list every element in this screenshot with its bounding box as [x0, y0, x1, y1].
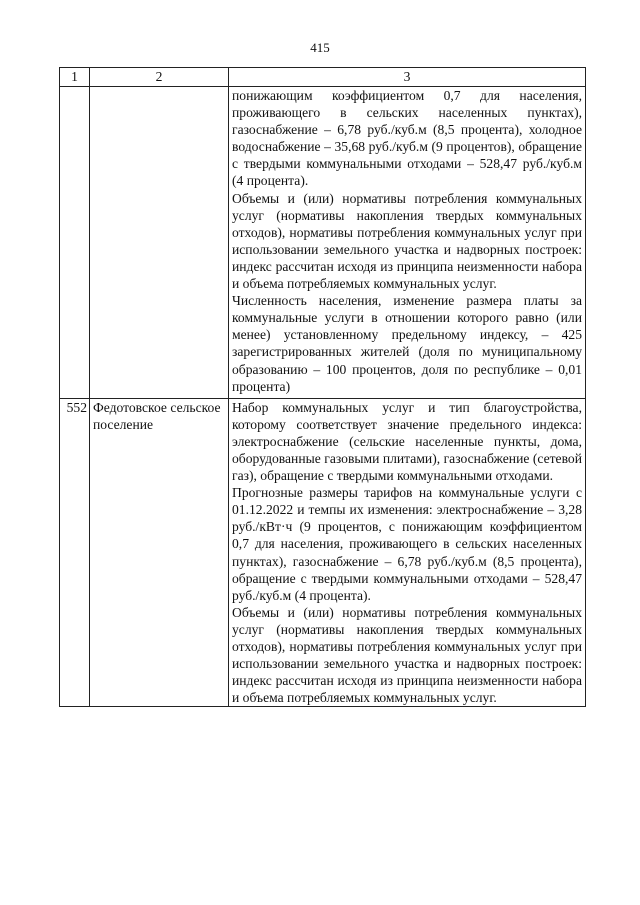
row-number: 552 [60, 398, 90, 707]
header-col-3: 3 [229, 68, 586, 87]
paragraph: понижающим коэффициентом 0,7 для населения, проживающего в сельских населенных пунктах), газоснабжение – 6,78 руб./куб.м (8,5 процента), холодное водоснабжение – 35,68 руб./куб.м (9 процентов), обращение с твердыми коммунальными отходами – 528,47 руб./куб.м (4 процента). [232, 88, 582, 189]
header-col-2: 2 [90, 68, 229, 87]
paragraph: Прогнозные размеры тарифов на коммунальные услуги с 01.12.2022 и темпы их изменения: электроснабжение – 3,28 руб./кВт·ч (9 процентов, с понижающим коэффициентом 0,7 для населения, проживающего в сельских населенных пунктах), газоснабжение – 6,78 руб./куб.м (8,5 процента), обращение с твердыми коммунальными отходами – 528,47 руб./куб.м (4 процента). [232, 485, 582, 603]
document-table [59, 67, 586, 707]
paragraph: Объемы и (или) нормативы потребления коммунальных услуг (нормативы накопления твердых коммунальных отходов), нормативы потребления коммунальных услуг при использовании земельного участка и надворных построек: индекс рассчитан исходя из принципа неизменности набора и объема потребляемых коммунальных услуг. [232, 190, 582, 292]
table-header-row [60, 68, 586, 87]
row-number [60, 87, 90, 399]
table-row [60, 398, 586, 707]
description-cell [229, 87, 586, 399]
paragraph: Численность населения, изменение размера платы за коммунальные услуги в отношении которого равно (или менее) установленному предельному индексу, – 425 зарегистрированных жителей (доля по муниципальному образованию – 100 процентов, доля по республике – 0,01 процента) [232, 293, 582, 394]
header-col-1: 1 [60, 68, 90, 87]
paragraph: Объемы и (или) нормативы потребления коммунальных услуг (нормативы накопления твердых коммунальных отходов), нормативы потребления коммунальных услуг при использовании земельного участка и надворных построек: индекс рассчитан исходя из принципа неизменности набора и объема потребляемых коммунальных услуг. [232, 604, 582, 706]
settlement-name [90, 87, 229, 399]
settlement-name: Федотовское сельское поселение [90, 398, 229, 707]
paragraph: Набор коммунальных услуг и тип благоустройства, которому соответствует значение предельного индекса: электроснабжение (сельские населенные пункты, дома, оборудованные газовыми плитами), газоснабжение (сетевой газ), обращение с твердыми коммунальными отходами. [232, 399, 582, 484]
table-row [60, 87, 586, 399]
description-cell [229, 398, 586, 707]
page-number: 415 [310, 40, 330, 55]
